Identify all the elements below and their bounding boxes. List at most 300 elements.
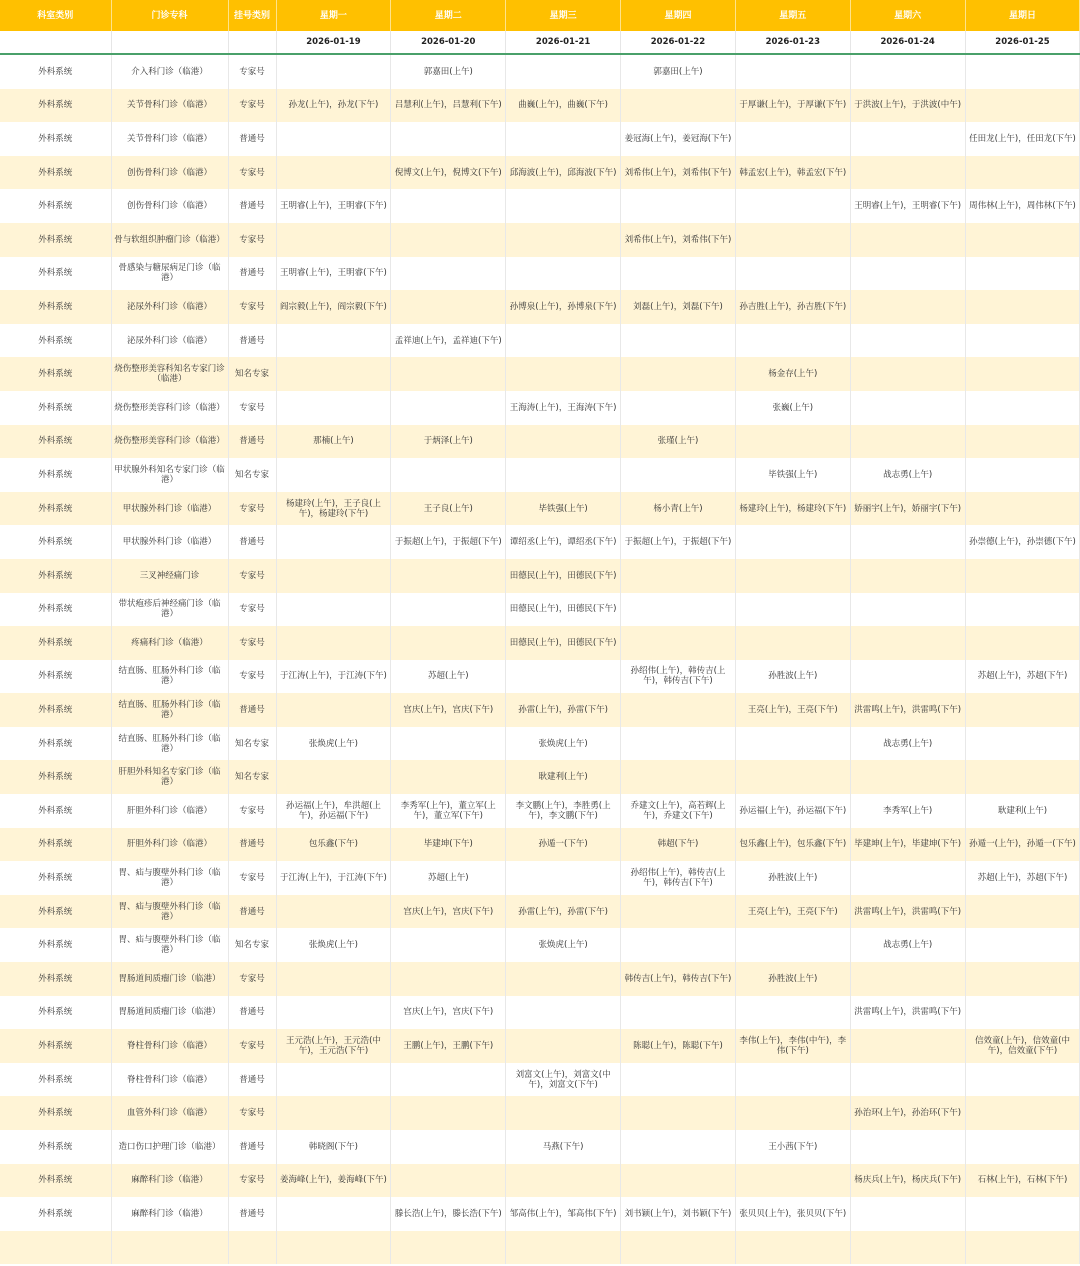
saturday-cell: 于洪波(上午)，于洪波(中午)	[850, 89, 965, 123]
friday-cell: 孙吉胜(上午)，孙吉胜(下午)	[735, 290, 850, 324]
friday-cell	[735, 996, 850, 1030]
friday-cell	[735, 1231, 850, 1265]
registration-type-cell: 知名专家	[228, 760, 276, 794]
registration-type-cell: 普通号	[228, 1197, 276, 1231]
sunday-cell	[965, 593, 1080, 627]
monday-cell	[276, 156, 391, 190]
table-row	[0, 1197, 1080, 1231]
friday-cell	[735, 257, 850, 291]
sunday-cell	[965, 324, 1080, 358]
clinic-cell: 胃肠道间质瘤门诊（临港）	[111, 996, 228, 1030]
registration-type-cell: 专家号	[228, 660, 276, 694]
wednesday-cell: 王海涛(上午)，王海涛(下午)	[506, 391, 621, 425]
monday-cell: 杨建玲(上午)，王子良(上午)，杨建玲(下午)	[276, 492, 391, 526]
registration-type-cell: 普通号	[228, 693, 276, 727]
department-cell: 外科系统	[0, 492, 111, 526]
sunday-cell: 信效童(上午)，信效童(中午)，信效童(下午)	[965, 1029, 1080, 1063]
department-cell: 外科系统	[0, 1096, 111, 1130]
friday-cell: 王亮(上午)，王亮(下午)	[735, 895, 850, 929]
table-row	[0, 525, 1080, 559]
table-row	[0, 660, 1080, 694]
thursday-cell: 韩超(下午)	[621, 828, 736, 862]
registration-type-cell: 普通号	[228, 257, 276, 291]
clinic-cell: 骨感染与糖尿病足门诊（临港）	[111, 257, 228, 291]
thursday-cell	[621, 559, 736, 593]
clinic-cell: 麻醉科门诊（临港）	[111, 1164, 228, 1198]
table-row	[0, 727, 1080, 761]
saturday-cell	[850, 290, 965, 324]
department-cell: 外科系统	[0, 760, 111, 794]
table-row	[0, 1164, 1080, 1198]
department-cell: 外科系统	[0, 189, 111, 223]
date-cell: 2026-01-20	[391, 31, 506, 54]
saturday-cell	[850, 559, 965, 593]
tuesday-cell: 倪博文(上午)，倪博文(下午)	[391, 156, 506, 190]
friday-cell: 张巍(上午)	[735, 391, 850, 425]
saturday-cell: 娇丽宇(上午)，娇丽宇(下午)	[850, 492, 965, 526]
thursday-cell	[621, 928, 736, 962]
department-cell: 外科系统	[0, 895, 111, 929]
thursday-cell	[621, 1096, 736, 1130]
department-cell: 外科系统	[0, 593, 111, 627]
sunday-cell: 周伟林(上午)，周伟林(下午)	[965, 189, 1080, 223]
department-cell: 外科系统	[0, 559, 111, 593]
sunday-cell	[965, 357, 1080, 391]
column-header: 星期五	[735, 0, 850, 31]
tuesday-cell	[391, 727, 506, 761]
tuesday-cell	[391, 391, 506, 425]
thursday-cell: 孙绍伟(上午)，韩传吉(上午)，韩传吉(下午)	[621, 861, 736, 895]
sunday-cell	[965, 391, 1080, 425]
table-row	[0, 425, 1080, 459]
clinic-cell: 创伤骨科门诊（临港）	[111, 189, 228, 223]
clinic-cell: 血管外科门诊（临港）	[111, 1096, 228, 1130]
schedule-body	[0, 54, 1080, 1264]
registration-type-cell: 专家号	[228, 1164, 276, 1198]
tuesday-cell	[391, 1164, 506, 1198]
column-header: 挂号类别	[228, 0, 276, 31]
monday-cell	[276, 223, 391, 257]
table-row	[0, 1231, 1080, 1265]
registration-type-cell: 普通号	[228, 996, 276, 1030]
thursday-cell: 杨小青(上午)	[621, 492, 736, 526]
tuesday-cell: 吕慧利(上午)，吕慧利(下午)	[391, 89, 506, 123]
sunday-cell	[965, 962, 1080, 996]
thursday-cell	[621, 626, 736, 660]
monday-cell	[276, 962, 391, 996]
monday-cell: 于江涛(上午)，于江涛(下午)	[276, 660, 391, 694]
friday-cell	[735, 760, 850, 794]
department-cell	[0, 1231, 111, 1265]
tuesday-cell: 苏超(上午)	[391, 861, 506, 895]
registration-type-cell: 专家号	[228, 1096, 276, 1130]
thursday-cell	[621, 1164, 736, 1198]
tuesday-cell	[391, 223, 506, 257]
saturday-cell: 洪雷鸣(上午)，洪雷鸣(下午)	[850, 996, 965, 1030]
sunday-cell	[965, 895, 1080, 929]
registration-type-cell: 专家号	[228, 391, 276, 425]
tuesday-cell: 于炳泽(上午)	[391, 425, 506, 459]
clinic-cell: 麻醉科门诊（临港）	[111, 1197, 228, 1231]
clinic-cell: 关节骨科门诊（临港）	[111, 89, 228, 123]
wednesday-cell	[506, 425, 621, 459]
friday-cell	[735, 559, 850, 593]
table-row	[0, 223, 1080, 257]
saturday-cell: 洪雷鸣(上午)，洪雷鸣(下午)	[850, 693, 965, 727]
sunday-cell	[965, 1197, 1080, 1231]
clinic-cell	[111, 1231, 228, 1265]
sunday-cell: 耿建利(上午)	[965, 794, 1080, 828]
wednesday-cell	[506, 962, 621, 996]
friday-cell: 于厚谦(上午)，于厚谦(下午)	[735, 89, 850, 123]
clinic-cell: 泌尿外科门诊（临港）	[111, 324, 228, 358]
wednesday-cell: 孙博泉(上午)，孙博泉(下午)	[506, 290, 621, 324]
saturday-cell: 杨庆兵(上午)，杨庆兵(下午)	[850, 1164, 965, 1198]
monday-cell: 孙龙(上午)，孙龙(下午)	[276, 89, 391, 123]
monday-cell: 于江涛(上午)，于江涛(下午)	[276, 861, 391, 895]
monday-cell: 张焕虎(上午)	[276, 727, 391, 761]
sunday-cell	[965, 693, 1080, 727]
clinic-cell: 胃肠道间质瘤门诊（临港）	[111, 962, 228, 996]
wednesday-cell: 田德民(上午)，田德民(下午)	[506, 593, 621, 627]
wednesday-cell	[506, 324, 621, 358]
saturday-cell	[850, 324, 965, 358]
friday-cell	[735, 425, 850, 459]
clinic-cell: 关节骨科门诊（临港）	[111, 122, 228, 156]
date-cell-blank	[228, 31, 276, 54]
table-row	[0, 962, 1080, 996]
monday-cell: 王元浩(上午)，王元浩(中午)，王元浩(下午)	[276, 1029, 391, 1063]
saturday-cell	[850, 257, 965, 291]
clinic-cell: 胃、疝与腹壁外科门诊（临港）	[111, 861, 228, 895]
registration-type-cell: 专家号	[228, 290, 276, 324]
tuesday-cell	[391, 626, 506, 660]
friday-cell: 杨金存(上午)	[735, 357, 850, 391]
table-row	[0, 391, 1080, 425]
department-cell: 外科系统	[0, 357, 111, 391]
column-header: 门诊专科	[111, 0, 228, 31]
saturday-cell	[850, 156, 965, 190]
tuesday-cell: 苏超(上午)	[391, 660, 506, 694]
table-row	[0, 895, 1080, 929]
date-cell: 2026-01-19	[276, 31, 391, 54]
friday-cell: 王亮(上午)，王亮(下午)	[735, 693, 850, 727]
thursday-cell: 乔建文(上午)，高若辉(上午)，乔建文(下午)	[621, 794, 736, 828]
sunday-cell: 任田龙(上午)，任田龙(下午)	[965, 122, 1080, 156]
tuesday-cell: 王鹏(上午)，王鹏(下午)	[391, 1029, 506, 1063]
table-row	[0, 861, 1080, 895]
saturday-cell	[850, 357, 965, 391]
wednesday-cell	[506, 861, 621, 895]
wednesday-cell: 曲巍(上午)，曲巍(下午)	[506, 89, 621, 123]
saturday-cell	[850, 1029, 965, 1063]
friday-cell	[735, 626, 850, 660]
table-row	[0, 1029, 1080, 1063]
friday-cell	[735, 1063, 850, 1097]
tuesday-cell	[391, 593, 506, 627]
column-header: 星期六	[850, 0, 965, 31]
date-cell-blank	[111, 31, 228, 54]
monday-cell	[276, 693, 391, 727]
wednesday-cell	[506, 1231, 621, 1265]
sunday-cell: 苏超(上午)，苏超(下午)	[965, 660, 1080, 694]
wednesday-cell: 刘富文(上午)，刘富文(中午)，刘富文(下午)	[506, 1063, 621, 1097]
clinic-cell: 结直肠、肛肠外科门诊（临港）	[111, 660, 228, 694]
saturday-cell	[850, 122, 965, 156]
registration-type-cell: 普通号	[228, 324, 276, 358]
monday-cell	[276, 1096, 391, 1130]
wednesday-cell: 田德民(上午)，田德民(下午)	[506, 626, 621, 660]
registration-type-cell: 普通号	[228, 1063, 276, 1097]
sunday-cell	[965, 156, 1080, 190]
registration-type-cell: 专家号	[228, 492, 276, 526]
table-row	[0, 1130, 1080, 1164]
sunday-cell	[965, 257, 1080, 291]
monday-cell	[276, 760, 391, 794]
monday-cell	[276, 1063, 391, 1097]
table-row	[0, 257, 1080, 291]
thursday-cell	[621, 1231, 736, 1265]
table-row	[0, 458, 1080, 492]
monday-cell	[276, 996, 391, 1030]
clinic-cell: 创伤骨科门诊（临港）	[111, 156, 228, 190]
thursday-cell: 郭嘉田(上午)	[621, 54, 736, 89]
saturday-cell	[850, 525, 965, 559]
clinic-cell: 甲状腺外科知名专家门诊（临港）	[111, 458, 228, 492]
monday-cell	[276, 1197, 391, 1231]
registration-type-cell: 专家号	[228, 223, 276, 257]
monday-cell	[276, 559, 391, 593]
friday-cell: 孙运福(上午)，孙运福(下午)	[735, 794, 850, 828]
clinic-cell: 脊柱骨科门诊（临港）	[111, 1063, 228, 1097]
table-row	[0, 492, 1080, 526]
thursday-cell: 于振超(上午)，于振超(下午)	[621, 525, 736, 559]
thursday-cell	[621, 324, 736, 358]
friday-cell	[735, 727, 850, 761]
friday-cell	[735, 122, 850, 156]
wednesday-cell: 孙遁一(下午)	[506, 828, 621, 862]
department-cell: 外科系统	[0, 391, 111, 425]
monday-cell: 阎宗毅(上午)，阎宗毅(下午)	[276, 290, 391, 324]
monday-cell	[276, 54, 391, 89]
monday-cell: 包乐鑫(下午)	[276, 828, 391, 862]
department-cell: 外科系统	[0, 458, 111, 492]
wednesday-cell	[506, 54, 621, 89]
tuesday-cell: 滕长浩(上午)，滕长浩(下午)	[391, 1197, 506, 1231]
sunday-cell	[965, 559, 1080, 593]
saturday-cell	[850, 1130, 965, 1164]
tuesday-cell	[391, 962, 506, 996]
table-row	[0, 357, 1080, 391]
sunday-cell: 苏超(上午)，苏超(下午)	[965, 861, 1080, 895]
registration-type-cell: 普通号	[228, 525, 276, 559]
column-header: 星期一	[276, 0, 391, 31]
thursday-cell: 陈聪(上午)，陈聪(下午)	[621, 1029, 736, 1063]
department-cell: 外科系统	[0, 1063, 111, 1097]
department-cell: 外科系统	[0, 324, 111, 358]
clinic-cell: 疼痛科门诊（临港）	[111, 626, 228, 660]
date-row	[0, 31, 1080, 54]
thursday-cell: 韩传吉(上午)，韩传吉(下午)	[621, 962, 736, 996]
sunday-cell	[965, 727, 1080, 761]
registration-type-cell: 专家号	[228, 1029, 276, 1063]
friday-cell: 王小茜(下午)	[735, 1130, 850, 1164]
monday-cell: 那楠(上午)	[276, 425, 391, 459]
clinic-cell: 胃、疝与腹壁外科门诊（临港）	[111, 928, 228, 962]
wednesday-cell: 孙雷(上午)，孙雷(下午)	[506, 693, 621, 727]
saturday-cell	[850, 593, 965, 627]
tuesday-cell: 宫庆(上午)，宫庆(下午)	[391, 895, 506, 929]
department-cell: 外科系统	[0, 223, 111, 257]
department-cell: 外科系统	[0, 1130, 111, 1164]
registration-type-cell: 普通号	[228, 828, 276, 862]
wednesday-cell	[506, 357, 621, 391]
table-row	[0, 593, 1080, 627]
thursday-cell	[621, 1063, 736, 1097]
department-cell: 外科系统	[0, 794, 111, 828]
table-row	[0, 122, 1080, 156]
department-cell: 外科系统	[0, 1029, 111, 1063]
wednesday-cell: 耿建利(上午)	[506, 760, 621, 794]
friday-cell: 孙胜波(上午)	[735, 962, 850, 996]
monday-cell: 姜海峰(上午)，姜海峰(下午)	[276, 1164, 391, 1198]
sunday-cell	[965, 626, 1080, 660]
friday-cell: 杨建玲(上午)，杨建玲(下午)	[735, 492, 850, 526]
monday-cell	[276, 1231, 391, 1265]
tuesday-cell: 宫庆(上午)，宫庆(下午)	[391, 693, 506, 727]
registration-type-cell: 知名专家	[228, 458, 276, 492]
wednesday-cell: 孙雷(上午)，孙雷(下午)	[506, 895, 621, 929]
friday-cell	[735, 1096, 850, 1130]
saturday-cell	[850, 660, 965, 694]
date-cell-blank	[0, 31, 111, 54]
sunday-cell	[965, 54, 1080, 89]
wednesday-cell	[506, 1096, 621, 1130]
department-cell: 外科系统	[0, 996, 111, 1030]
registration-type-cell	[228, 1231, 276, 1265]
clinic-cell: 泌尿外科门诊（临港）	[111, 290, 228, 324]
sunday-cell	[965, 425, 1080, 459]
tuesday-cell: 于振超(上午)，于振超(下午)	[391, 525, 506, 559]
monday-cell	[276, 122, 391, 156]
thursday-cell	[621, 189, 736, 223]
registration-type-cell: 普通号	[228, 425, 276, 459]
department-cell: 外科系统	[0, 626, 111, 660]
table-row	[0, 156, 1080, 190]
table-row	[0, 1063, 1080, 1097]
column-header: 星期二	[391, 0, 506, 31]
department-cell: 外科系统	[0, 828, 111, 862]
saturday-cell	[850, 760, 965, 794]
date-cell: 2026-01-25	[965, 31, 1080, 54]
clinic-cell: 烧伤整形美容科门诊（临港）	[111, 391, 228, 425]
wednesday-cell: 张焕虎(上午)	[506, 727, 621, 761]
wednesday-cell: 谭绍丞(上午)，谭绍丞(下午)	[506, 525, 621, 559]
department-cell: 外科系统	[0, 962, 111, 996]
monday-cell	[276, 357, 391, 391]
tuesday-cell	[391, 1231, 506, 1265]
sunday-cell	[965, 492, 1080, 526]
friday-cell	[735, 54, 850, 89]
department-cell: 外科系统	[0, 54, 111, 89]
thursday-cell: 孙绍伟(上午)，韩传吉(上午)，韩传吉(下午)	[621, 660, 736, 694]
monday-cell	[276, 626, 391, 660]
department-cell: 外科系统	[0, 122, 111, 156]
department-cell: 外科系统	[0, 1197, 111, 1231]
thursday-cell	[621, 693, 736, 727]
friday-cell: 李伟(上午)，李伟(中午)，李伟(下午)	[735, 1029, 850, 1063]
thursday-cell	[621, 593, 736, 627]
department-cell: 外科系统	[0, 861, 111, 895]
wednesday-cell: 毕铁强(上午)	[506, 492, 621, 526]
clinic-cell: 烧伤整形美容科门诊（临港）	[111, 425, 228, 459]
thursday-cell: 姜冠海(上午)，姜冠海(下午)	[621, 122, 736, 156]
column-header: 星期四	[621, 0, 736, 31]
friday-cell	[735, 189, 850, 223]
wednesday-cell	[506, 257, 621, 291]
friday-cell: 毕铁强(上午)	[735, 458, 850, 492]
saturday-cell	[850, 1231, 965, 1265]
table-row	[0, 760, 1080, 794]
sunday-cell	[965, 458, 1080, 492]
wednesday-cell	[506, 122, 621, 156]
clinic-cell: 肝胆外科知名专家门诊（临港）	[111, 760, 228, 794]
sunday-cell: 孙崇德(上午)，孙崇德(下午)	[965, 525, 1080, 559]
saturday-cell	[850, 962, 965, 996]
registration-type-cell: 专家号	[228, 54, 276, 89]
saturday-cell	[850, 1063, 965, 1097]
table-row	[0, 559, 1080, 593]
table-row	[0, 996, 1080, 1030]
table-row	[0, 89, 1080, 123]
clinic-cell: 结直肠、肛肠外科门诊（临港）	[111, 693, 228, 727]
sunday-cell	[965, 760, 1080, 794]
tuesday-cell: 王子良(上午)	[391, 492, 506, 526]
tuesday-cell: 宫庆(上午)，宫庆(下午)	[391, 996, 506, 1030]
tuesday-cell	[391, 458, 506, 492]
monday-cell: 韩晓阁(下午)	[276, 1130, 391, 1164]
tuesday-cell	[391, 1130, 506, 1164]
column-header: 星期三	[506, 0, 621, 31]
sunday-cell	[965, 290, 1080, 324]
department-cell: 外科系统	[0, 290, 111, 324]
column-header: 科室类别	[0, 0, 111, 31]
registration-type-cell: 普通号	[228, 1130, 276, 1164]
saturday-cell: 孙治环(上午)，孙治环(下午)	[850, 1096, 965, 1130]
table-row	[0, 928, 1080, 962]
sunday-cell	[965, 1130, 1080, 1164]
thursday-cell	[621, 257, 736, 291]
table-row	[0, 828, 1080, 862]
department-cell: 外科系统	[0, 525, 111, 559]
sunday-cell: 孙遁一(上午)，孙遁一(下午)	[965, 828, 1080, 862]
saturday-cell: 李秀军(上午)	[850, 794, 965, 828]
tuesday-cell: 李秀军(上午)，董立军(上午)，董立军(下午)	[391, 794, 506, 828]
wednesday-cell	[506, 1164, 621, 1198]
monday-cell	[276, 391, 391, 425]
saturday-cell	[850, 223, 965, 257]
tuesday-cell	[391, 290, 506, 324]
column-header: 星期日	[965, 0, 1080, 31]
friday-cell	[735, 525, 850, 559]
registration-type-cell: 专家号	[228, 861, 276, 895]
registration-type-cell: 普通号	[228, 122, 276, 156]
clinic-cell: 脊柱骨科门诊（临港）	[111, 1029, 228, 1063]
tuesday-cell	[391, 122, 506, 156]
department-cell: 外科系统	[0, 693, 111, 727]
wednesday-cell	[506, 1029, 621, 1063]
department-cell: 外科系统	[0, 156, 111, 190]
